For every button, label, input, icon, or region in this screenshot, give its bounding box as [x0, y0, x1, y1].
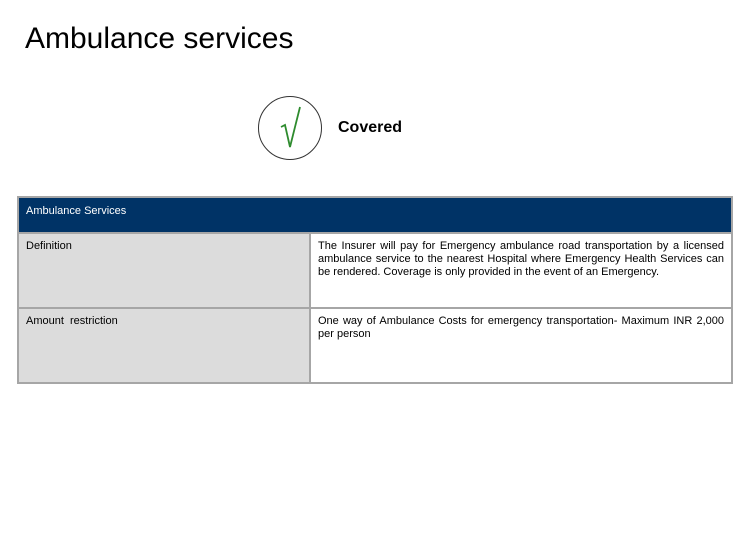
- table-header-row: [18, 197, 732, 233]
- status-badge: [258, 96, 322, 160]
- page-title: Ambulance services: [25, 22, 294, 55]
- table-header: Ambulance Services: [18, 197, 732, 233]
- coverage-table: [17, 196, 733, 384]
- table-row: [18, 308, 732, 383]
- row-label-text: Amount restriction: [26, 315, 118, 327]
- checkmark-icon: [259, 97, 323, 161]
- status-label: Covered: [338, 119, 403, 136]
- row-label-amount-restriction: [18, 308, 310, 383]
- table-row: [18, 233, 732, 308]
- row-value-definition: The Insurer will pay for Emergency ambulance road transportation by a licensed ambulance service to the nearest Hospital where Emergency Health Services can be rendered. Coverage is only provided in the event of an Emergency.: [310, 233, 732, 308]
- row-value-amount-restriction: One way of Ambulance Costs for emergency transportation- Maximum INR 2,000 per person: [310, 308, 732, 383]
- row-label-definition: Definition: [18, 233, 310, 308]
